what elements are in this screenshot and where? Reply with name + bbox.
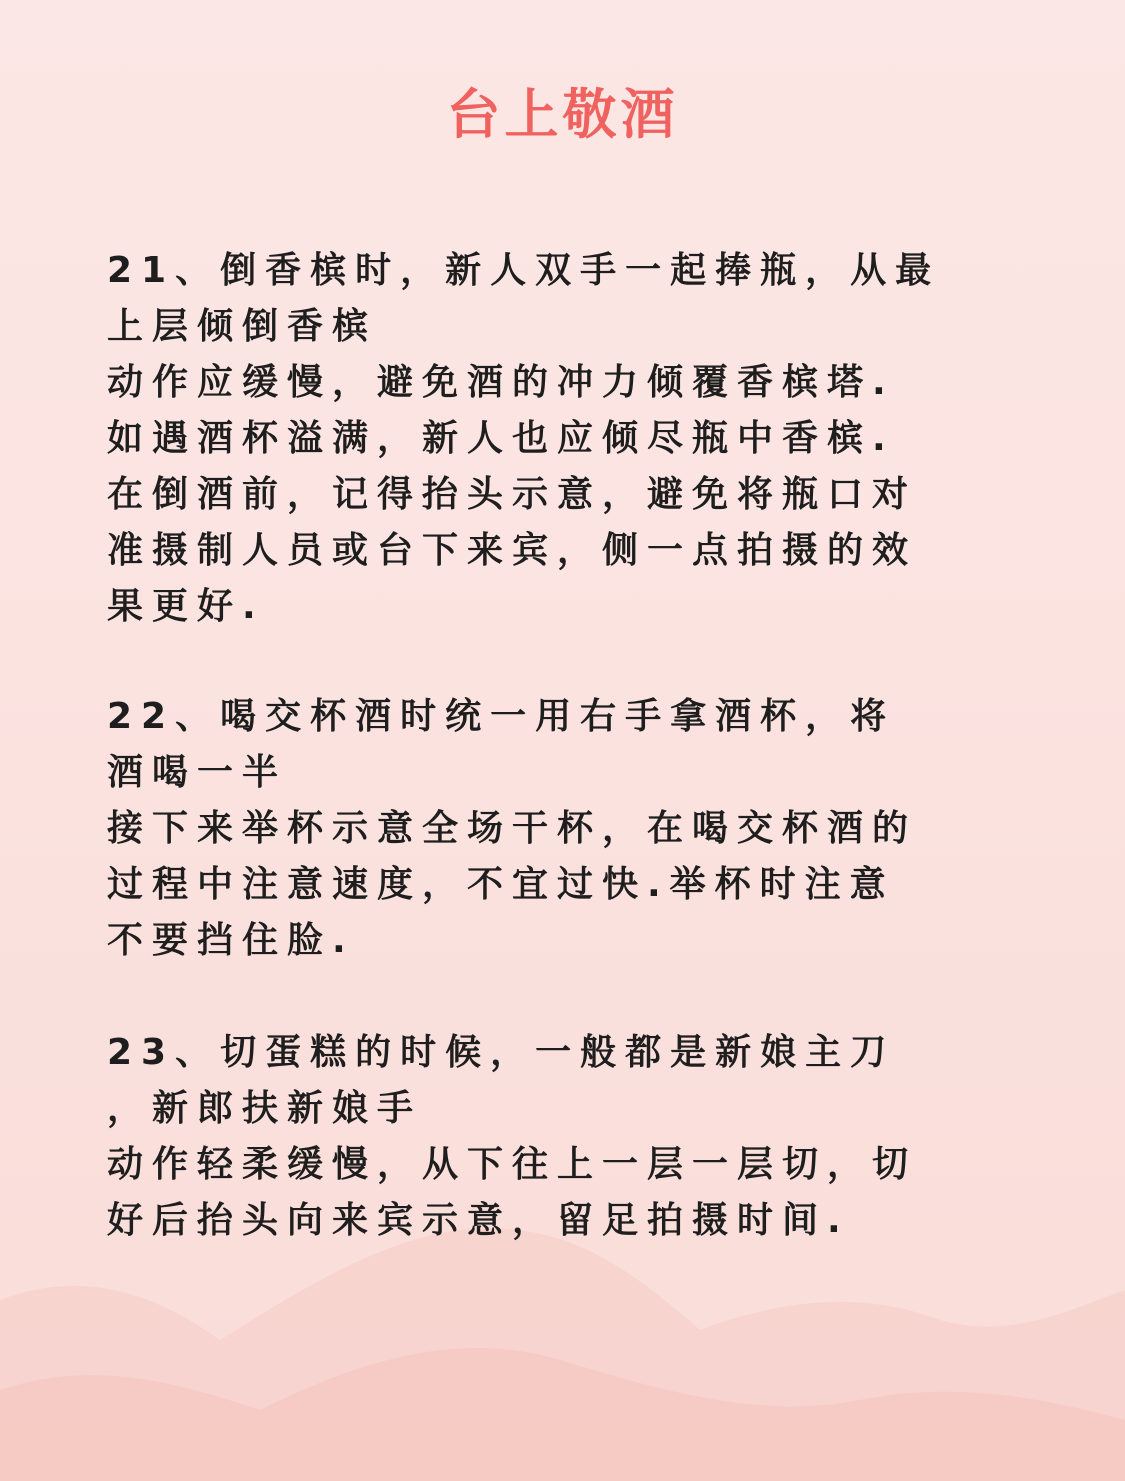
tip-line: 23、切蛋糕的时候，一般都是新娘主刀 — [107, 1032, 896, 1073]
tip-21 — [107, 243, 1027, 635]
tip-line: 准摄制人员或台下来宾，侧一点拍摄的效 — [107, 530, 918, 571]
tip-line: ，新郎扶新娘手 — [107, 1088, 423, 1129]
tip-line: 过程中注意速度，不宜过快.举杯时注意 — [107, 864, 895, 905]
tip-line: 21、倒香槟时，新人双手一起捧瓶，从最 — [107, 250, 941, 291]
tip-line: 22、喝交杯酒时统一用右手拿酒杯，将 — [107, 696, 896, 737]
tip-line: 不要挡住脸. — [107, 920, 355, 961]
tip-22 — [107, 689, 1027, 969]
tip-line: 好后抬头向来宾示意，留足拍摄时间. — [107, 1200, 850, 1241]
tip-line: 动作轻柔缓慢，从下往上一层一层切，切 — [107, 1144, 918, 1185]
tip-23 — [107, 1025, 1027, 1249]
tip-line: 动作应缓慢，避免酒的冲力倾覆香槟塔. — [107, 362, 895, 403]
tip-line: 酒喝一半 — [107, 752, 288, 793]
tip-line: 果更好. — [107, 586, 265, 627]
tip-line: 如遇酒杯溢满，新人也应倾尽瓶中香槟. — [107, 418, 895, 459]
tip-line: 接下来举杯示意全场干杯，在喝交杯酒的 — [107, 808, 918, 849]
tip-line: 上层倾倒香槟 — [107, 306, 378, 347]
tip-line: 在倒酒前，记得抬头示意，避免将瓶口对 — [107, 474, 918, 515]
page-title: 台上敬酒 — [446, 83, 679, 146]
